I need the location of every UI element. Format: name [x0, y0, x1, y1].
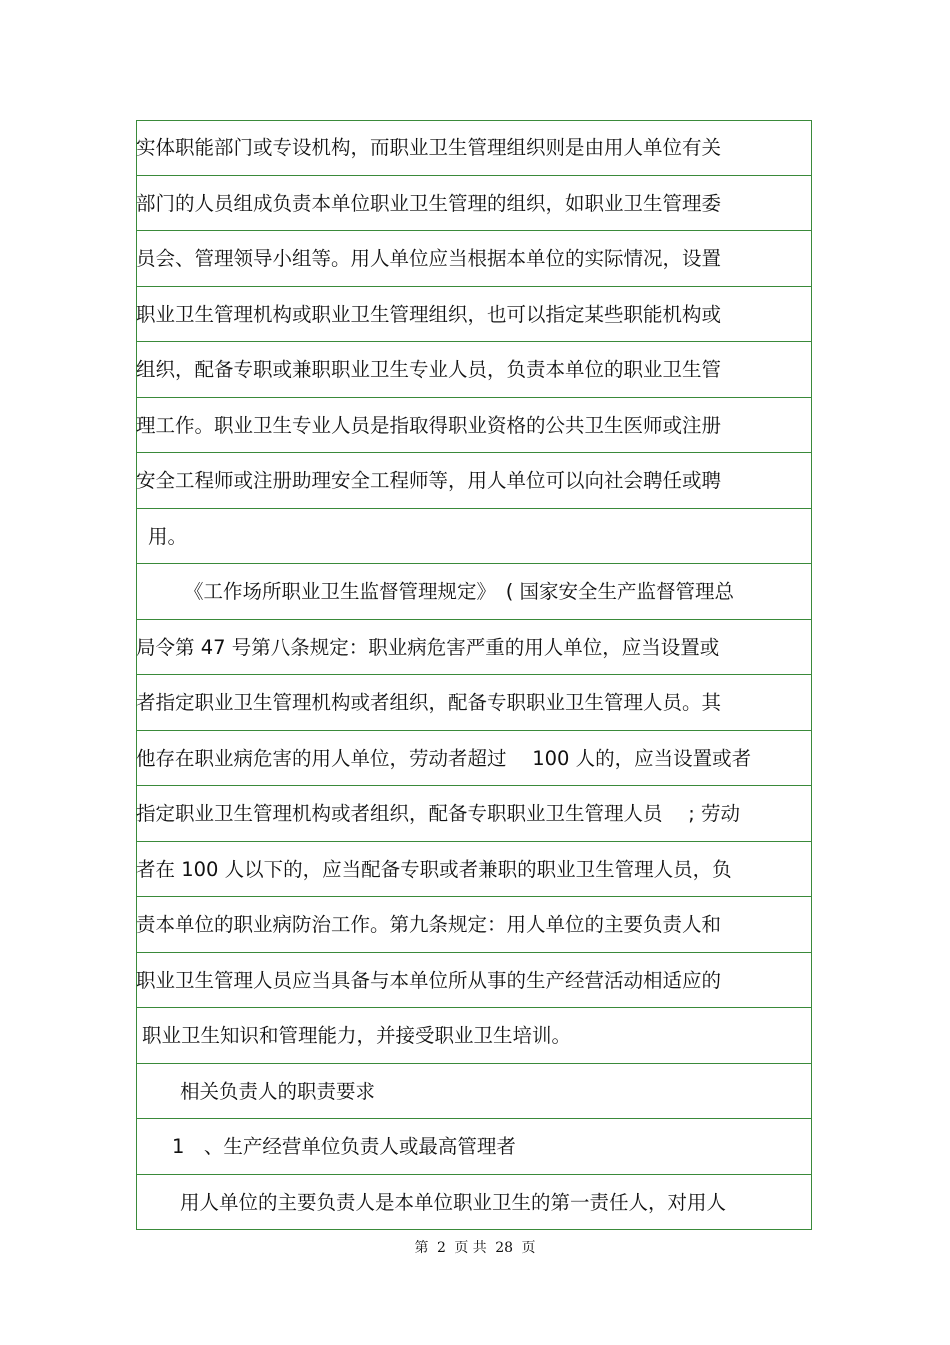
footer-prefix: 第 — [414, 1240, 429, 1256]
text-line-content: 1 、生产经营单位负责人或最高管理者 — [172, 1135, 516, 1158]
text-line — [136, 675, 812, 731]
text-line-content: 员会、管理领导小组等。用人单位应当根据本单位的实际情况，设置 — [136, 247, 722, 270]
text-line — [136, 731, 812, 787]
text-line-content: 者在 100 人以下的，应当配备专职或者兼职的职业卫生管理人员，负 — [136, 857, 732, 881]
text-line-content: 实体职能部门或专设机构，而职业卫生管理组织则是由用人单位有关 — [136, 136, 722, 159]
text-line-content: 相关负责人的职责要求 — [180, 1079, 376, 1103]
text-line — [136, 842, 812, 898]
text-line-content: 者指定职业卫生管理机构或者组织，配备专职职业卫生管理人员。其 — [136, 691, 722, 714]
text-line-content: 组织，配备专职或兼职职业卫生专业人员，负责本单位的职业卫生管 — [136, 358, 722, 381]
page-footer — [0, 1237, 950, 1257]
text-line — [136, 1119, 812, 1175]
text-line — [136, 564, 812, 620]
text-line — [136, 176, 812, 232]
text-line — [136, 453, 812, 509]
text-line-content: 部门的人员组成负责本单位职业卫生管理的组织，如职业卫生管理委 — [136, 191, 722, 215]
text-line-content: 职业卫生知识和管理能力，并接受职业卫生培训。 — [142, 1024, 572, 1047]
text-line-content: 用人单位的主要负责人是本单位职业卫生的第一责任人，对用人 — [180, 1190, 727, 1214]
text-line — [136, 897, 812, 953]
text-line-content: 职业卫生管理人员应当具备与本单位所从事的生产经营活动相适应的 — [136, 968, 722, 992]
text-line-content: 职业卫生管理机构或职业卫生管理组织，也可以指定某些职能机构或 — [136, 302, 722, 326]
text-line — [136, 120, 812, 176]
text-line — [136, 620, 812, 676]
text-line-content: 指定职业卫生管理机构或者组织，配备专职职业卫生管理人员 ; 劳动 — [136, 802, 740, 825]
text-line-content: 局令第 47 号第八条规定：职业病危害严重的用人单位，应当设置或 — [136, 635, 720, 659]
text-line-content: 他存在职业病危害的用人单位，劳动者超过 100 人的，应当设置或者 — [136, 746, 752, 770]
text-line — [136, 509, 812, 565]
text-line — [136, 1175, 812, 1231]
text-line — [136, 398, 812, 454]
text-line — [136, 1008, 812, 1064]
footer-page-number: 2 — [436, 1240, 446, 1256]
text-line — [136, 786, 812, 842]
footer-suffix: 页 — [521, 1240, 536, 1256]
text-line-content: 理工作。职业卫生专业人员是指取得职业资格的公共卫生医师或注册 — [136, 413, 722, 437]
footer-mid: 页 共 — [454, 1240, 487, 1256]
text-line — [136, 231, 812, 287]
text-line-content: 用。 — [148, 524, 188, 548]
text-line — [136, 953, 812, 1009]
footer-total-pages: 28 — [495, 1240, 514, 1256]
text-line — [136, 1064, 812, 1120]
text-line — [136, 342, 812, 398]
text-line-content: 《工作场所职业卫生监督管理规定》 ( 国家安全生产监督管理总 — [184, 580, 735, 603]
text-line-content: 安全工程师或注册助理安全工程师等，用人单位可以向社会聘任或聘 — [136, 469, 722, 492]
text-line — [136, 287, 812, 343]
text-line-content: 责本单位的职业病防治工作。第九条规定：用人单位的主要负责人和 — [136, 913, 722, 936]
